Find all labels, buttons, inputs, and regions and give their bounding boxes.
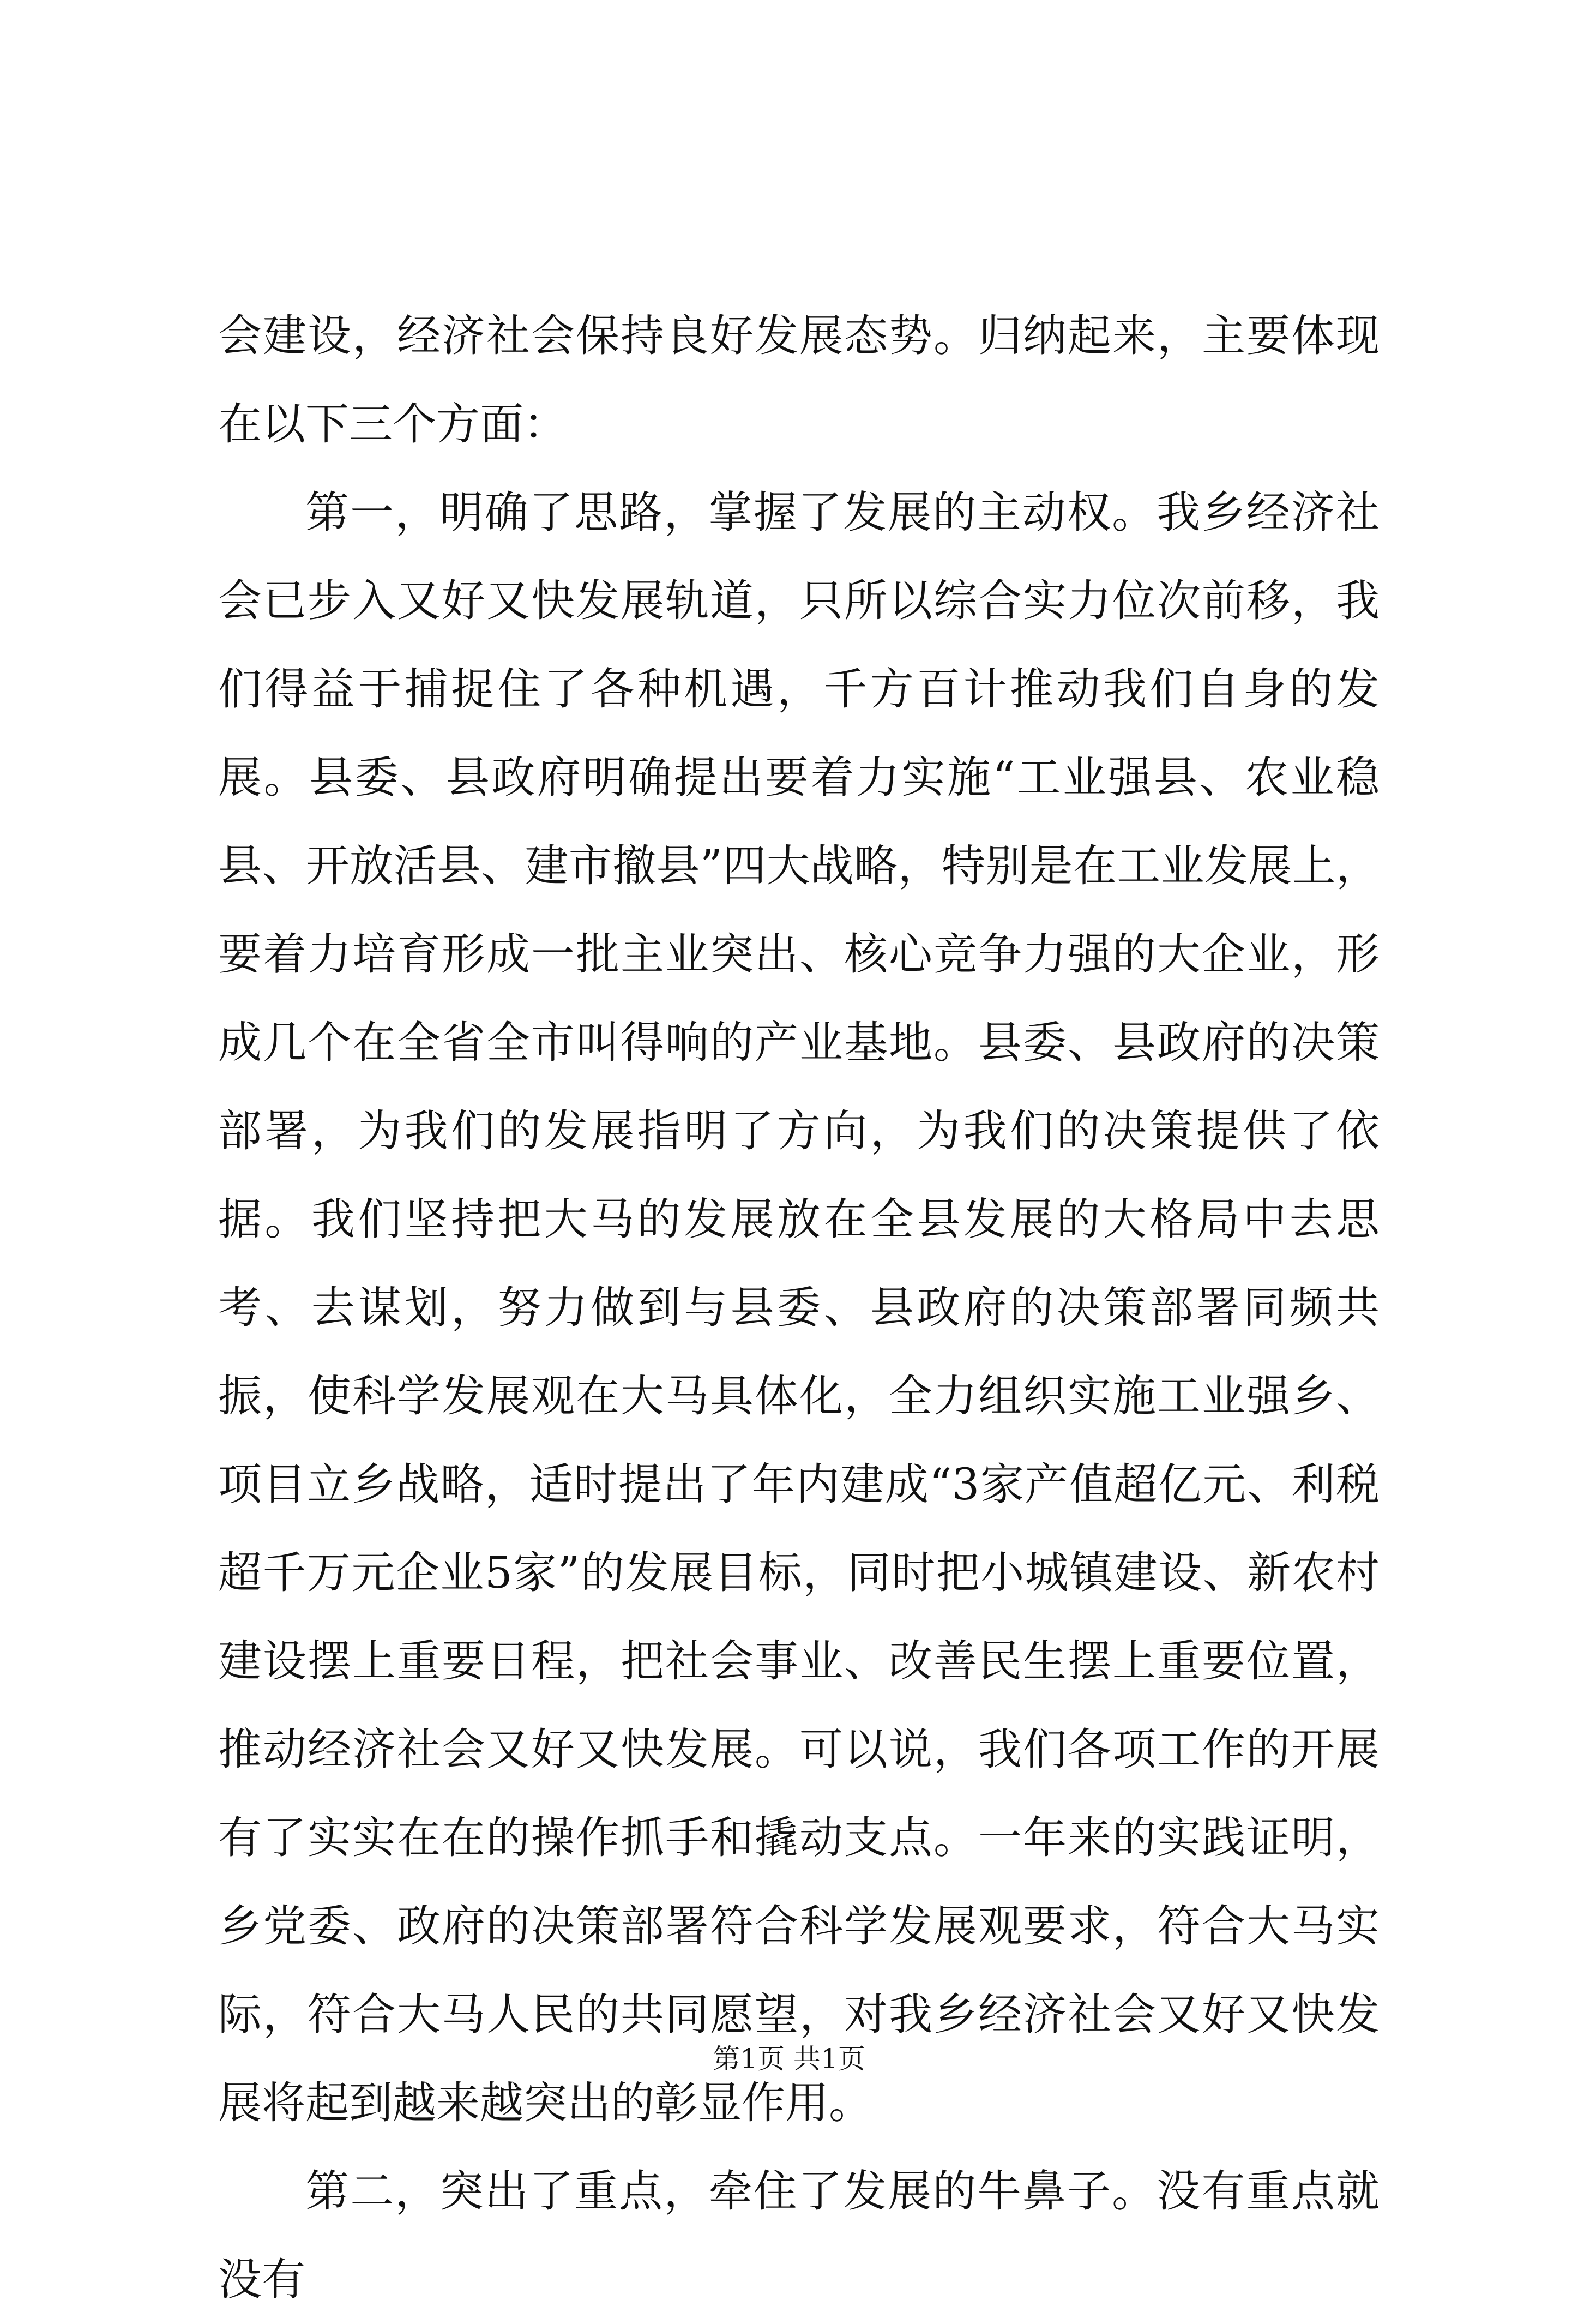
paragraph-second-point: 第二，突出了重点，牵住了发展的牛鼻子。没有重点就没有 [218, 2166, 1380, 2305]
page-footer: 第1页 共1页 [713, 2043, 865, 2075]
paragraph-first-point: 第一，明确了思路，掌握了发展的主动权。我乡经济社会已步入又好又快发展轨道，只所以综合实力位次前移，我们得益于捕捉住了各种机遇，千方百计推动我们自身的发展。县委、县政府明确提出要着力实施“工业强县、农业稳县、开放活县、建市撤县”四大战略，特别是在工业发展上，要着力培育形成一批主业突出、核心竞争力强的大企业，形成几个在全省全市叫得响的产业基地。县委、县政府的决策部署，为我们的发展指明了方向，为我们的决策提供了依据。我们坚持把大马的发展放在全县发展的大格局中去思考、去谋划，努力做到与县委、县政府的决策部署同频共振，使科学发展观在大马具体化，全力组织实施工业强乡、项目立乡战略，适时提出了年内建成“3家产值超亿元、利税超千万元企业5家”的发展目标，同时把小城镇建设、新农村建设摆上重要日程，把社会事业、改善民生摆上重要位置，推动经济社会又好又快发展。可以说，我们各项工作的开展有了实实在在的操作抓手和撬动支点。一年来的实践证明，乡党委、政府的决策部署符合科学发展观要求，符合大马实际，符合大马人民的共同愿望，对我乡经济社会又好又快发展将起到越来越突出的彰显作用。 [218, 487, 1380, 2128]
paragraph-continuation: 会建设，经济社会保持良好发展态势。归纳起来，主要体现在以下三个方面： [218, 310, 1380, 449]
document-body [218, 292, 1380, 2324]
